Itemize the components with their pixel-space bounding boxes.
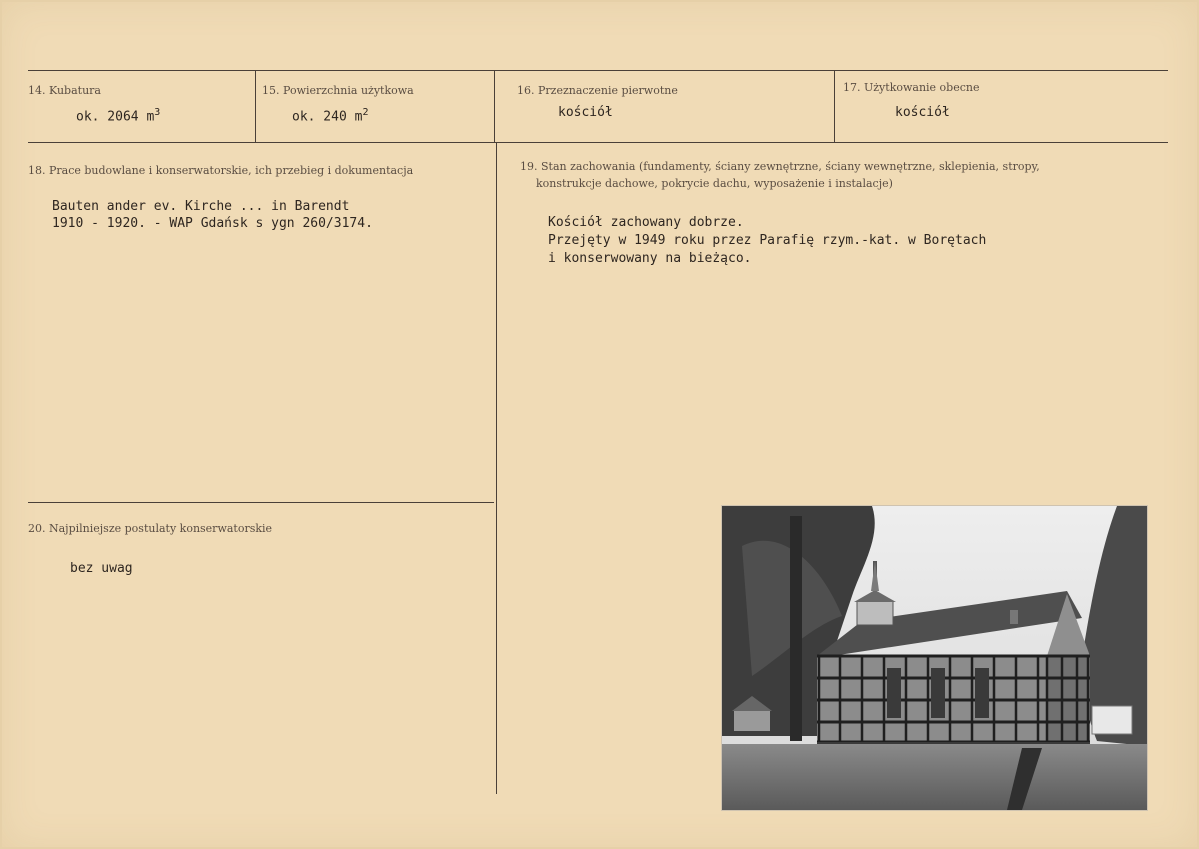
rule-v-15-16: [494, 70, 495, 142]
field-16-label: 16. Przeznaczenie pierwotne: [517, 84, 678, 97]
field-20-label: 20. Najpilniejsze postulaty konserwatorskie: [28, 522, 273, 535]
field-14-value: [76, 104, 160, 125]
rule-v-main: [496, 142, 497, 794]
church-photo-drawing: [722, 506, 1147, 810]
field-19-label-2: konstrukcje dachowe, pokrycie dachu, wyposażenie i instalacje): [536, 177, 893, 190]
church-photograph: [722, 506, 1147, 810]
field-15-unit-exp: 2: [362, 107, 369, 118]
rule-top: [28, 70, 1168, 71]
field-16-value: kościół: [558, 105, 613, 120]
field-18-label: 18. Prace budowlane i konserwatorskie, ich przebieg i dokumentacja: [28, 164, 414, 177]
rule-row1-bottom: [28, 142, 1168, 143]
field-19-label-1: 19. Stan zachowania (fundamenty, ściany zewnętrzne, ściany wewnętrzne, sklepienia, stropy,: [520, 160, 1040, 173]
field-18-line-1: Bauten ander ev. Kirche ... in Barendt: [52, 199, 350, 214]
field-14-unit-exp: 3: [154, 107, 161, 118]
field-17-value: kościół: [895, 105, 950, 120]
field-18-line-2: 1910 - 1920. - WAP Gdańsk s ygn 260/3174.: [52, 216, 373, 231]
field-14-label: 14. Kubatura: [28, 84, 101, 97]
field-14-value-text: ok. 2064 m: [76, 109, 155, 125]
field-15-label: 15. Powierzchnia użytkowa: [262, 84, 414, 97]
field-19-line-1: Kościół zachowany dobrze.: [548, 215, 744, 230]
field-20-value: bez uwag: [70, 561, 133, 576]
rule-v-14-15: [255, 70, 256, 142]
field-17-label: 17. Użytkowanie obecne: [843, 81, 980, 94]
rule-18-20: [28, 502, 494, 503]
rule-v-16-17: [834, 70, 835, 142]
field-19-line-3: i konserwowany na bieżąco.: [548, 251, 752, 266]
field-19-line-2: Przejęty w 1949 roku przez Parafię rzym.-kat. w Borętach: [548, 233, 987, 248]
field-15-value: [292, 104, 368, 125]
field-15-value-text: ok. 240 m: [292, 109, 363, 125]
